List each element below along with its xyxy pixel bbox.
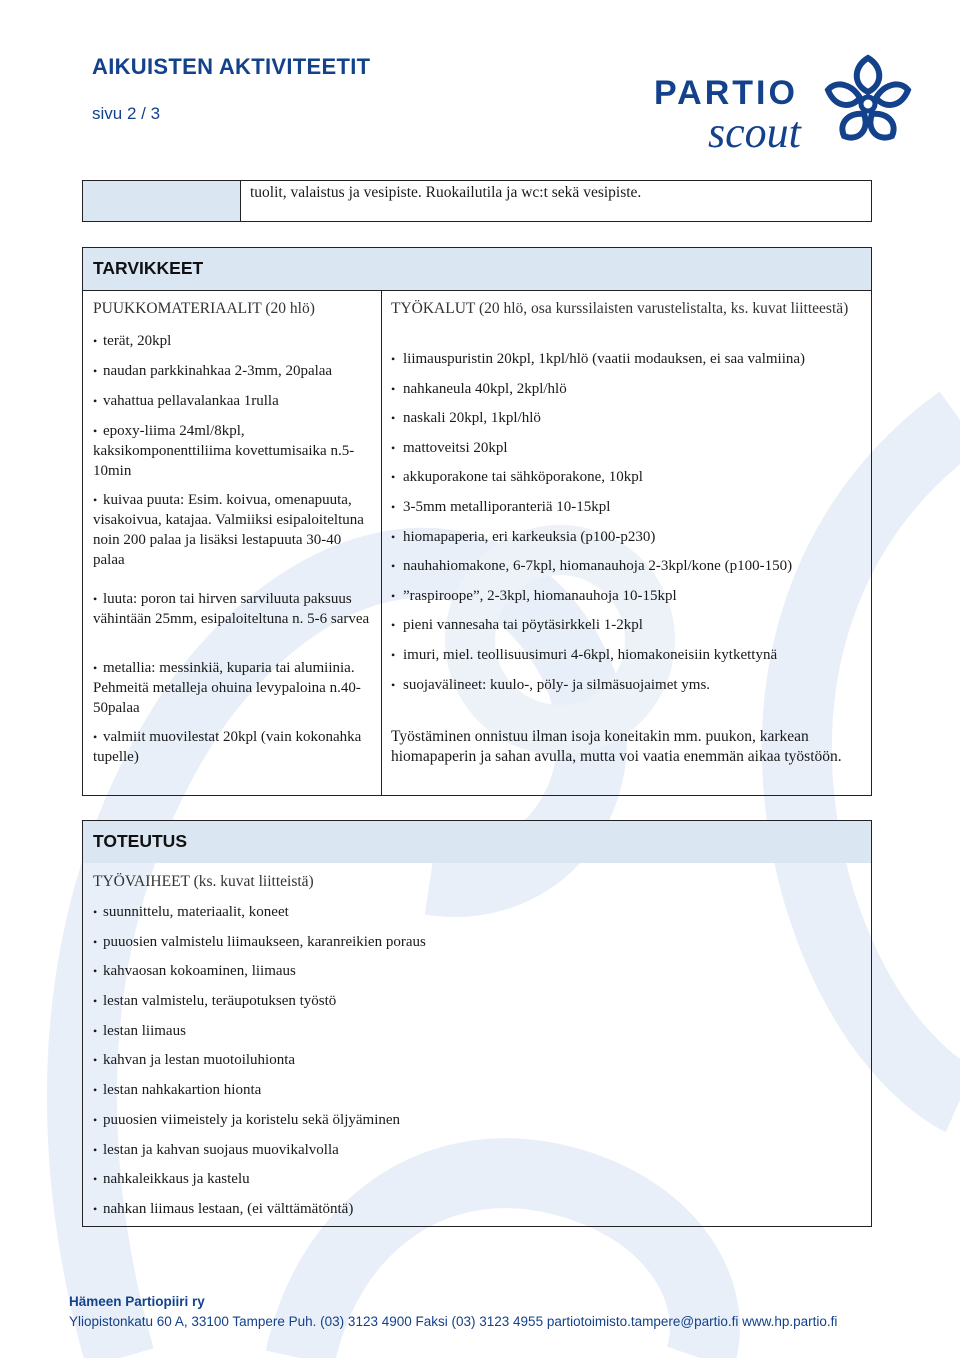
tarvikkeet-table (82, 290, 872, 796)
list-item: • nauhahiomakone, 6-7kpl, hiomanauhoja 2-3kpl/kone (p100-150) (391, 558, 793, 575)
list-item: • hiomapaperia, eri karkeuksia (p100-p230) (391, 528, 656, 545)
list-item: • suojavälineet: kuulo-, pöly- ja silmäsuojaimet yms. (391, 676, 711, 693)
list-item: • kahvan ja lestan muotoiluhionta (93, 1052, 296, 1069)
tools-list (391, 349, 866, 704)
toteutus-header (82, 820, 872, 863)
list-item: • kahvaosan kokoaminen, liimaus (93, 963, 296, 980)
list-item: • ”raspiroope”, 2-3kpl, hiomanauhoja 10-15kpl (391, 587, 677, 604)
footer-organization: Hämeen Partiopiiri ry (69, 1294, 205, 1309)
list-item: • nahkaleikkaus ja kastelu (93, 1171, 250, 1188)
list-item: • vahattua pellavalankaa 1rulla (93, 393, 279, 409)
list-item: • luuta: poron tai hirven sarviluuta paksuus vähintään 25mm, esipaloiteltuna n. 5-6 sarvea (93, 591, 370, 627)
materials-list (93, 331, 375, 767)
list-item: • lestan valmistelu, teräupotuksen työstö (93, 993, 337, 1010)
list-item: • kuivaa puuta: Esim. koivua, omenapuuta, visakoivua, katajaa. Valmiiksi esipaloiteltuna noin 200 palaa ja lisäksi lestapuuta 30-40 palaa (93, 492, 364, 568)
continuation-table (82, 180, 872, 222)
list-item: • 3-5mm metalliporanteriä 10-15kpl (391, 498, 611, 515)
materials-title: PUUKKOMATERIAALIT (20 hlö) (93, 300, 315, 317)
tarvikkeet-heading: TARVIKKEET (93, 258, 204, 278)
toteutus-table (82, 862, 872, 1227)
table-text: tuolit, valaistus ja vesipiste. Ruokailutila ja wc:t sekä vesipiste. (250, 184, 642, 201)
list-item: • puuosien valmistelu liimaukseen, karanreikien poraus (93, 933, 426, 950)
tools-note: Työstäminen onnistuu ilman isoja koneitakin mm. puukon, karkean hiomapaperin ja sahan avulla, mutta voi vaatia enemmän aikaa työstöön. (391, 728, 842, 765)
list-item: • terät, 20kpl (93, 333, 172, 349)
table-label-cell (83, 181, 241, 221)
list-item: • nahkaneula 40kpl, 2kpl/hlö (391, 380, 567, 397)
list-item: • imuri, miel. teollisuusimuri 4-6kpl, hiomakoneisiin kytkettynä (391, 646, 778, 663)
list-item: • puuosien viimeistely ja koristelu sekä öljyäminen (93, 1111, 401, 1128)
page-number: sivu 2 / 3 (92, 104, 161, 123)
list-item: • akkuporakone tai sähköporakone, 10kpl (391, 469, 643, 486)
column-divider (381, 291, 382, 795)
list-item: • naskali 20kpl, 1kpl/hlö (391, 410, 541, 427)
list-item: • liimauspuristin 20kpl, 1kpl/hlö (vaatii modauksen, ei saa valmiina) (391, 351, 806, 367)
list-item: • valmiit muovilestat 20kpl (vain kokonahka tupelle) (93, 729, 362, 765)
list-item: • mattoveitsi 20kpl (391, 439, 508, 456)
partio-scout-logo (650, 52, 912, 160)
tarvikkeet-header (82, 247, 872, 290)
logo-word-partio: PARTIO (654, 74, 798, 112)
list-item: • epoxy-liima 24ml/8kpl, kaksikomponenttiliima kovettumisaika n.5-10min (93, 423, 355, 479)
work-phases-title: TYÖVAIHEET (ks. kuvat liitteistä) (93, 873, 314, 890)
scout-lily-emblem-icon (828, 58, 908, 138)
footer-address: Yliopistonkatu 60 A, 33100 Tampere Puh. (03) 3123 4900 Faksi (03) 3123 4955 partiotoimisto.tampere@partio.fi www.hp.partio.fi (69, 1314, 838, 1329)
list-item: • naudan parkkinahkaa 2-3mm, 20palaa (93, 363, 333, 379)
list-item: • metallia: messinkiä, kuparia tai alumiinia. Pehmeitä metalleja ohuina levypaloina n.40-50palaa (93, 660, 361, 716)
work-phases-list (93, 902, 853, 1229)
logo-word-scout: scout (708, 108, 801, 157)
list-item: • lestan nahkakartion hionta (93, 1082, 262, 1099)
tools-title: TYÖKALUT (20 hlö, osa kurssilaisten varustelistalta, ks. kuvat liitteestä) (391, 300, 849, 317)
list-item: • lestan liimaus (93, 1022, 186, 1039)
toteutus-heading: TOTEUTUS (93, 831, 187, 851)
list-item: • lestan ja kahvan suojaus muovikalvolla (93, 1141, 339, 1158)
list-item: • suunnittelu, materiaalit, koneet (93, 904, 289, 920)
document-title: AIKUISTEN AKTIVITEETIT (92, 54, 371, 79)
list-item: • nahkan liimaus lestaan, (ei välttämätöntä) (93, 1200, 354, 1217)
list-item: • pieni vannesaha tai pöytäsirkkeli 1-2kpl (391, 617, 643, 634)
